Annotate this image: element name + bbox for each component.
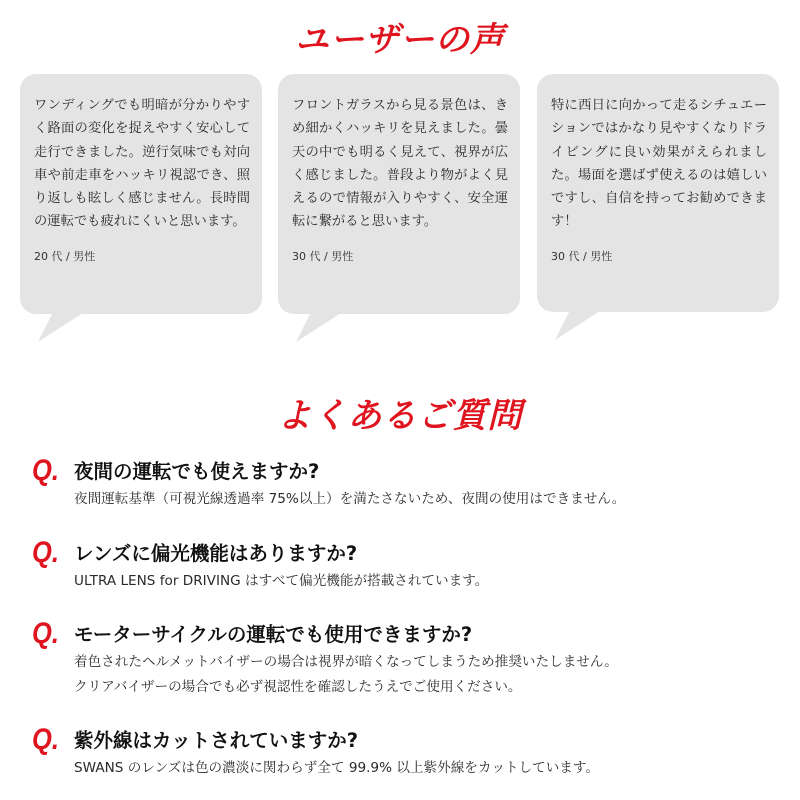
faq-answer: ULTRA LENS for DRIVING はすべて偏光機能が搭載されています。: [74, 573, 489, 589]
review-text: ワンディングでも明暗が分かりやすく路面の変化を捉えやすく安心して走行できました。逆行気味でも対向車や前走車をハッキリ視認でき、照り返しも眩しく感じません。長時間の運転でも疲れにくいと思います。: [34, 98, 250, 230]
faq-question: レンズに偏光機能はありますか?: [74, 542, 358, 565]
question-mark-label: Q.: [32, 536, 59, 569]
review-bubble: [20, 74, 262, 314]
faq-item: [32, 534, 792, 593]
faq-answer: 着色されたヘルメットバイザーの場合は視界が暗くなってしまうため推奨いたしません。: [74, 654, 618, 670]
speech-tail-icon: [555, 300, 625, 340]
speech-tail-icon: [38, 302, 108, 342]
faq-question: モーターサイクルの運転でも使用できますか?: [74, 623, 473, 646]
faq-item: [32, 452, 792, 511]
review-author: 20 代 / 男性: [34, 249, 96, 263]
review-author: 30 代 / 男性: [551, 249, 613, 263]
faq-item: [32, 721, 792, 780]
review-bubble: [537, 74, 779, 312]
review-text: フロントガラスから見る景色は、きめ細かくハッキリを見えました。曇天の中でも明るく見えて、視界が広く感じました。普段より物がよく見えるので情報が入りやすく、安全運転に繋がると思います。: [292, 98, 508, 230]
review-author: 30 代 / 男性: [292, 249, 354, 263]
question-mark-label: Q.: [32, 454, 59, 487]
faq-question: 紫外線はカットされていますか?: [74, 729, 359, 752]
review-bubble: [278, 74, 520, 314]
faq-answer: 夜間運転基準（可視光線透過率 75%以上）を満たさないため、夜間の使用はできません。: [74, 491, 626, 507]
reviews-title: ユーザーの声: [295, 20, 505, 60]
question-mark-label: Q.: [32, 723, 59, 756]
speech-tail-icon: [296, 302, 366, 342]
faq-answer: クリアバイザーの場合でも必ず視認性を確認したうえでご使用ください。: [74, 679, 522, 695]
faq-question: 夜間の運転でも使えますか?: [74, 460, 320, 483]
review-text: 特に西日に向かって走るシチュエーションではかなり見やすくなりドライビングに良い効果がえられました。場面を選ばず使えるのは嬉しいですし、自信を持ってお勧めできます！: [551, 98, 767, 230]
faq-item: [32, 615, 792, 699]
question-mark-label: Q.: [32, 617, 59, 650]
faq-title: よくあるご質問: [277, 396, 523, 436]
faq-answer: SWANS のレンズは色の濃淡に関わらず全て 99.9% 以上紫外線をカットしています。: [74, 760, 600, 776]
